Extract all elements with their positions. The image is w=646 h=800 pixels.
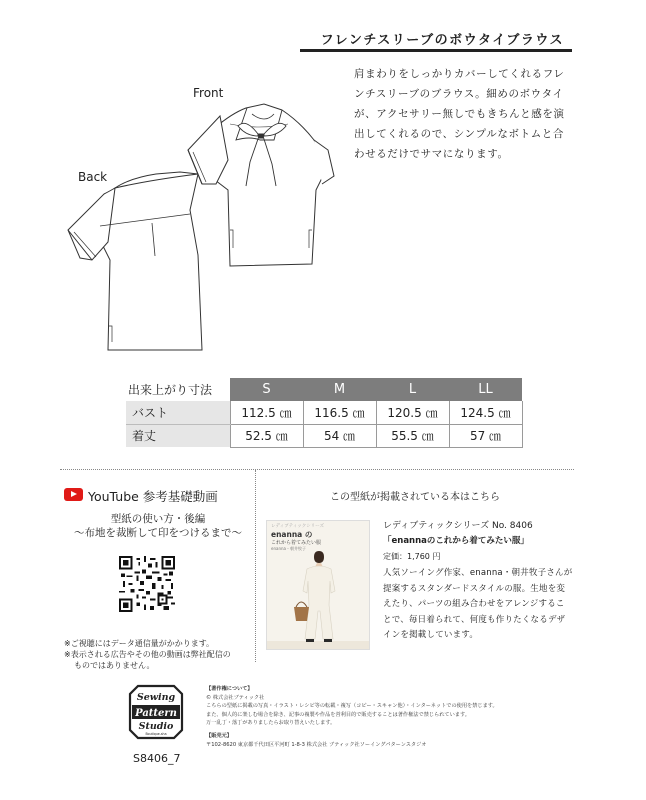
book-price: 定価：1,760 円 <box>383 552 441 561</box>
note-line: ものではありません。 <box>74 661 155 670</box>
front-label: Front <box>193 86 224 100</box>
copyright-line: また、個人的に楽しむ場合を除き、記事の複製や作品を営利目的で販売することは著作権法で禁じられています。 <box>206 711 470 718</box>
size-table-title: 出来上がり寸法 <box>126 378 230 401</box>
book-info <box>383 519 579 644</box>
svg-text:Pattern: Pattern <box>135 708 177 719</box>
table-cell: 116.5 ㎝ <box>303 401 376 424</box>
blurb-line: えたり、パーツの組み合わせをアレンジするこ <box>383 599 565 609</box>
back-label: Back <box>78 170 108 184</box>
copyright-line: こちらの型紙に掲載の写真・イラスト・レシピ等の転載・複写（コピー・スキャン他）・インターネットでの使用を禁じます。 <box>206 703 498 710</box>
qr-code[interactable] <box>119 556 175 612</box>
copyright-heading: 【著作権について】 <box>206 686 253 692</box>
book-cover-image[interactable] <box>266 520 370 650</box>
book-series: レディブティックシリーズ No. 8406 <box>383 521 533 531</box>
size-column-header: L <box>376 378 449 401</box>
row-label-length: 着丈 <box>126 424 230 447</box>
cover-photo-figure <box>267 521 370 650</box>
size-column-header: S <box>230 378 303 401</box>
table-cell: 54 ㎝ <box>303 424 376 447</box>
video-title <box>60 512 256 540</box>
legal-notice <box>206 685 576 749</box>
title-rule <box>300 49 572 52</box>
book-blurb <box>383 566 579 644</box>
blurb-line: 人気ソーイング作家、enanna・朝井牧子さんが <box>383 568 573 578</box>
description-line: ンチスリーブのブラウス。細めのボウタイ <box>354 88 564 100</box>
seller-line: 〒102-8620 東京都千代田区平河町 1-8-3 株式会社 ブティック社ソーイングパターンスタジオ <box>206 741 427 748</box>
table-row <box>126 401 522 424</box>
svg-text:Studio: Studio <box>138 721 174 732</box>
copyright-holder: © 株式会社ブティック社 <box>206 694 265 701</box>
copyright-line: 万一乱丁・落丁がありましたらお取り替えいたします。 <box>206 720 336 727</box>
seller-heading: 【販売元】 <box>206 732 232 739</box>
size-table-header-row <box>126 378 522 401</box>
cover-subtitle-text: これから着てみたい服 <box>271 540 322 546</box>
table-row <box>126 424 522 447</box>
description-line: 出してくれるので、シンプルなボトムと合 <box>354 128 565 140</box>
book-name: 「enannaのこれから着てみたい服」 <box>383 536 529 546</box>
youtube-notes <box>64 638 231 671</box>
cover-brand-text: enanna の <box>271 530 313 539</box>
pattern-code: S8406_7 <box>133 752 181 765</box>
description-line: わせるだけでサマになります。 <box>354 148 509 160</box>
video-title-line: 型紙の使い方・後編 <box>110 513 206 525</box>
table-cell: 55.5 ㎝ <box>376 424 449 447</box>
table-cell: 124.5 ㎝ <box>449 401 522 424</box>
blurb-line: インを掲載しています。 <box>383 630 479 640</box>
blurb-line: 提案するスタンダードスタイルの服。生地を変 <box>383 583 566 594</box>
table-cell: 112.5 ㎝ <box>230 401 303 424</box>
cover-series-text: レディブティックシリーズ <box>271 524 325 529</box>
pattern-description <box>354 64 582 164</box>
size-column-header: LL <box>449 378 522 401</box>
size-column-header: M <box>303 378 376 401</box>
blurb-line: とで、毎日着られて、何度も作りたくなるデザ <box>383 614 566 625</box>
svg-text:Boutique-sha: Boutique-sha <box>145 732 167 736</box>
book-section-heading: この型紙が掲載されている本はこちら <box>330 492 500 503</box>
sewing-pattern-studio-logo <box>126 682 186 742</box>
note-line: ※表示される広告やその他の動画は弊社配信の <box>64 650 231 659</box>
front-view-drawing <box>188 104 334 266</box>
row-label-bust: バスト <box>126 401 230 424</box>
table-cell: 120.5 ㎝ <box>376 401 449 424</box>
table-cell: 52.5 ㎝ <box>230 424 303 447</box>
blouse-technical-drawing <box>60 80 350 370</box>
youtube-play-icon <box>64 488 83 501</box>
video-title-line: ～布地を裁断して印をつけるまで～ <box>74 527 242 539</box>
back-view-drawing <box>68 172 202 350</box>
page-title: フレンチスリーブのボウタイブラウス <box>320 33 564 48</box>
table-cell: 57 ㎝ <box>449 424 522 447</box>
title-bar <box>300 26 572 52</box>
youtube-heading-text: YouTube 参考基礎動画 <box>88 489 218 504</box>
note-line: ※ご視聴にはデータ通信量がかかります。 <box>64 639 215 648</box>
description-line: が、アクセサリー無しでもきちんと感を演 <box>354 108 565 120</box>
section-divider <box>60 469 574 470</box>
description-line: 肩まわりをしっかりカバーしてくれるフレ <box>354 68 565 80</box>
cover-author-text: enanna・朝井牧子 <box>271 546 306 551</box>
svg-text:Sewing: Sewing <box>136 692 176 703</box>
size-table <box>126 378 523 448</box>
